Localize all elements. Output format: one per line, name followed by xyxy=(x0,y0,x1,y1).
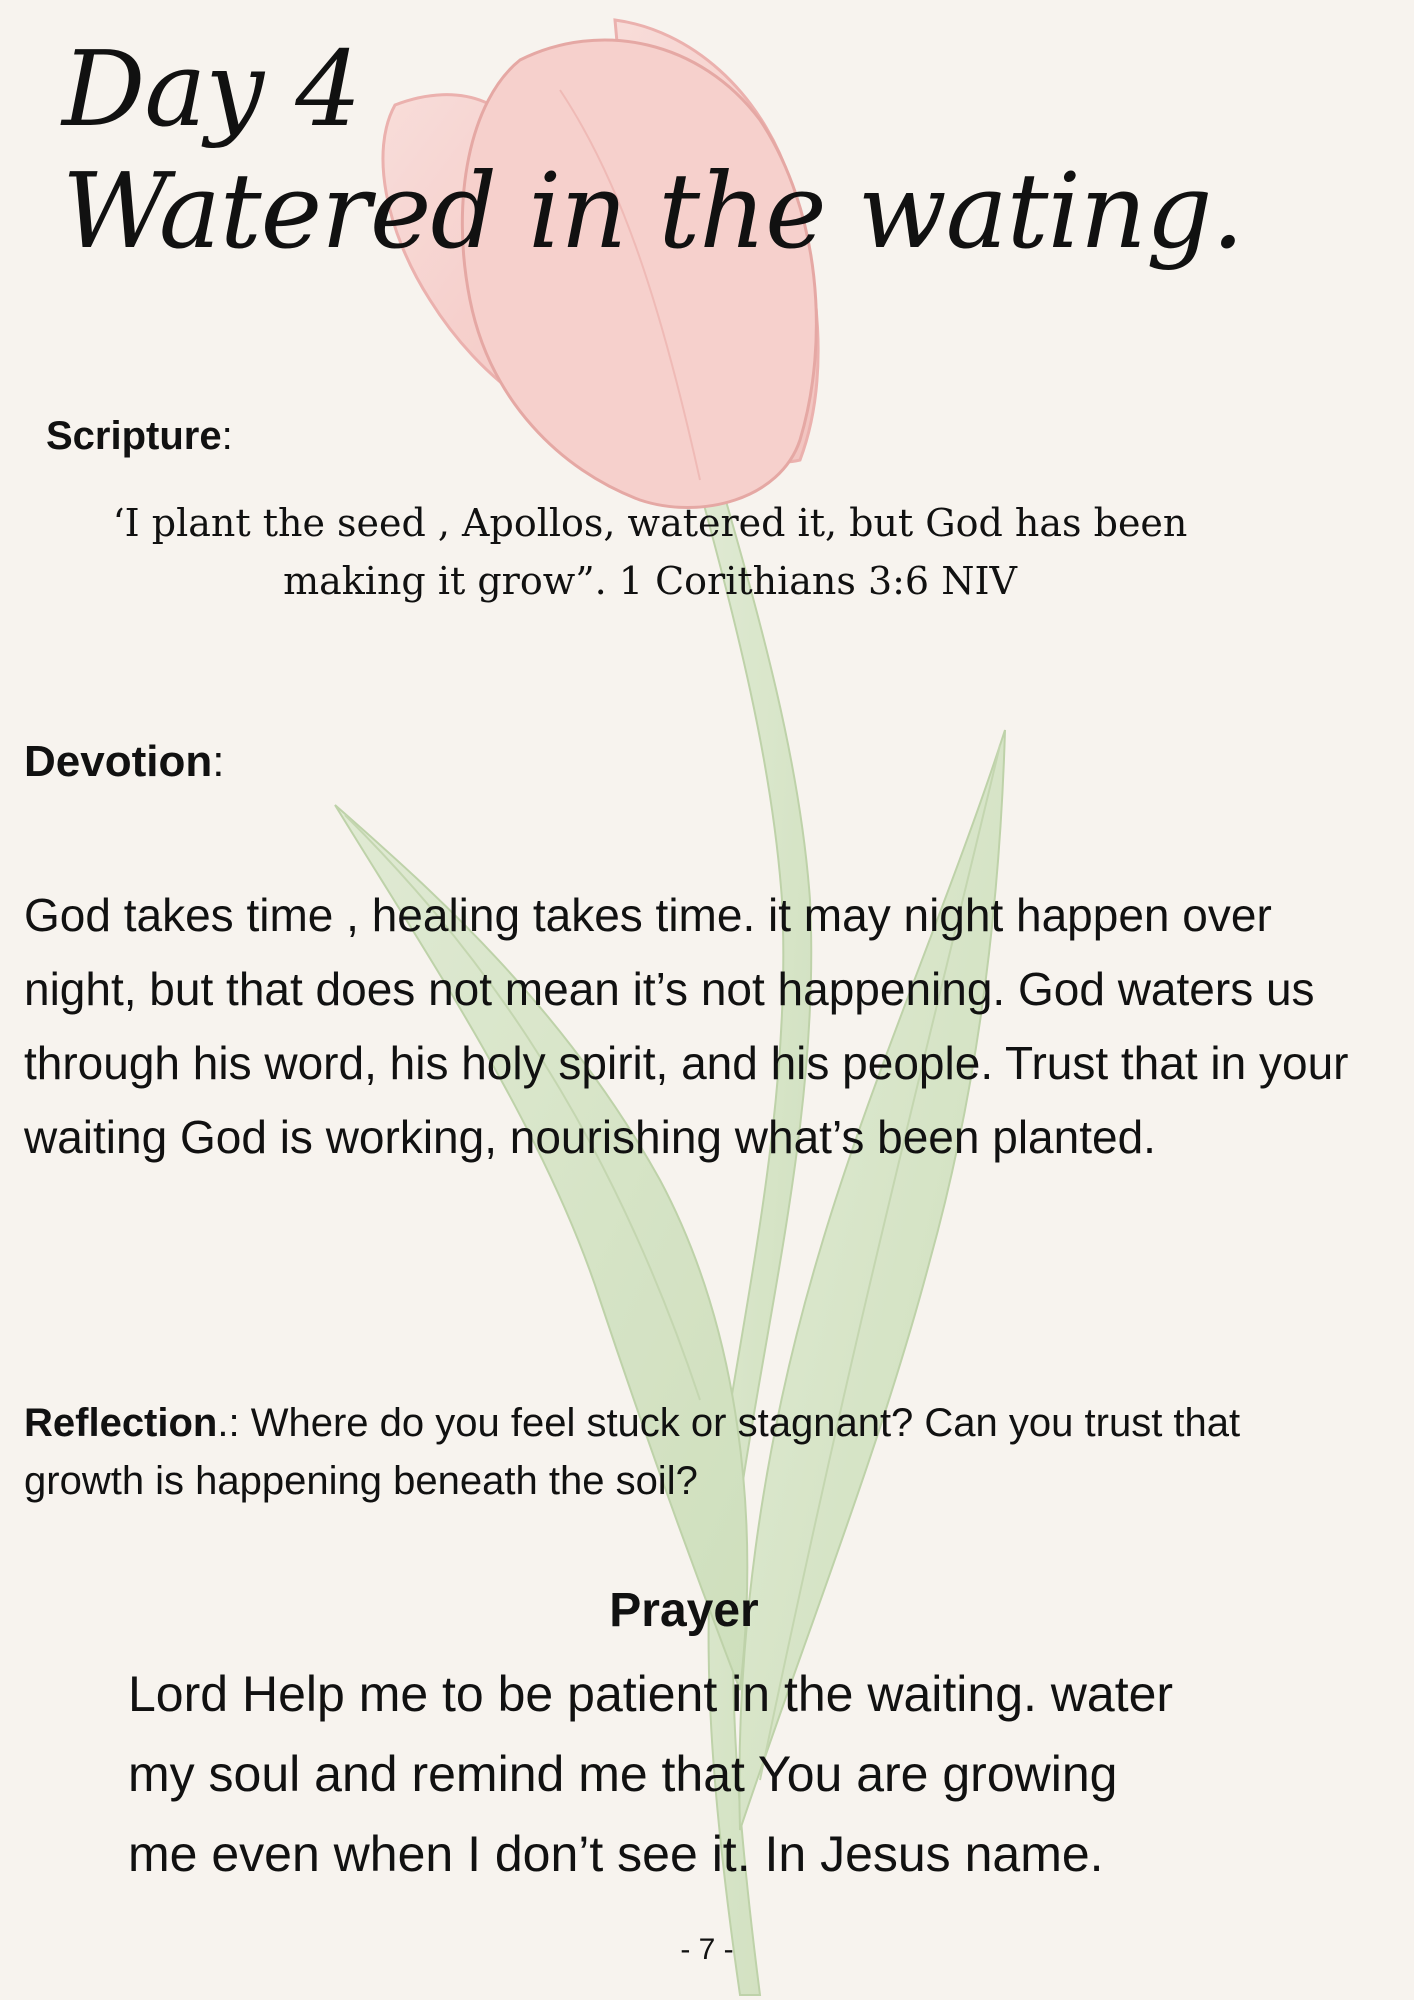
reflection-paragraph xyxy=(24,1394,1344,1510)
title-day: Day 4 xyxy=(62,28,361,150)
prayer-line: Lord Help me to be patient in the waiting. water xyxy=(128,1666,1174,1722)
prayer-line: my soul and remind me that You are growing xyxy=(128,1746,1118,1802)
title-subtitle: Watered in the wating. xyxy=(62,150,1244,272)
reflection-label-suffix: .: xyxy=(217,1401,251,1445)
devotion-label-colon: : xyxy=(212,737,225,786)
devotion-label xyxy=(24,736,224,788)
prayer-heading: Prayer xyxy=(609,1584,759,1637)
scripture-quote-line: making it grow”. 1 Corithians 3:6 NIV xyxy=(283,559,1017,603)
scripture-label xyxy=(46,412,233,460)
reflection-text: Where do you feel stuck or stagnant? Can you trust that growth is happening beneath the soil? xyxy=(24,1401,1241,1503)
prayer-body xyxy=(128,1654,1328,1894)
page-title xyxy=(62,28,1243,272)
scripture-label-colon: : xyxy=(221,414,233,458)
reflection-label: Reflection xyxy=(24,1401,218,1445)
scripture-quote-line: ‘I plant the seed , Apollos, watered it, but God has been xyxy=(112,501,1188,545)
devotion-label-text: Devotion xyxy=(24,737,213,786)
scripture-label-text: Scripture xyxy=(46,414,222,458)
scripture-quote xyxy=(40,494,1260,610)
prayer-line: me even when I don’t see it. In Jesus name. xyxy=(128,1826,1104,1882)
devotion-body: God takes time , healing takes time. it may night happen over night, but that does not mean it’s not happening. God waters us through his word, his holy spirit, and his people. Trust that in your waiting God is working, nourishing what’s been planted. xyxy=(24,889,1349,1163)
page-number: - 7 - xyxy=(680,1933,734,1966)
